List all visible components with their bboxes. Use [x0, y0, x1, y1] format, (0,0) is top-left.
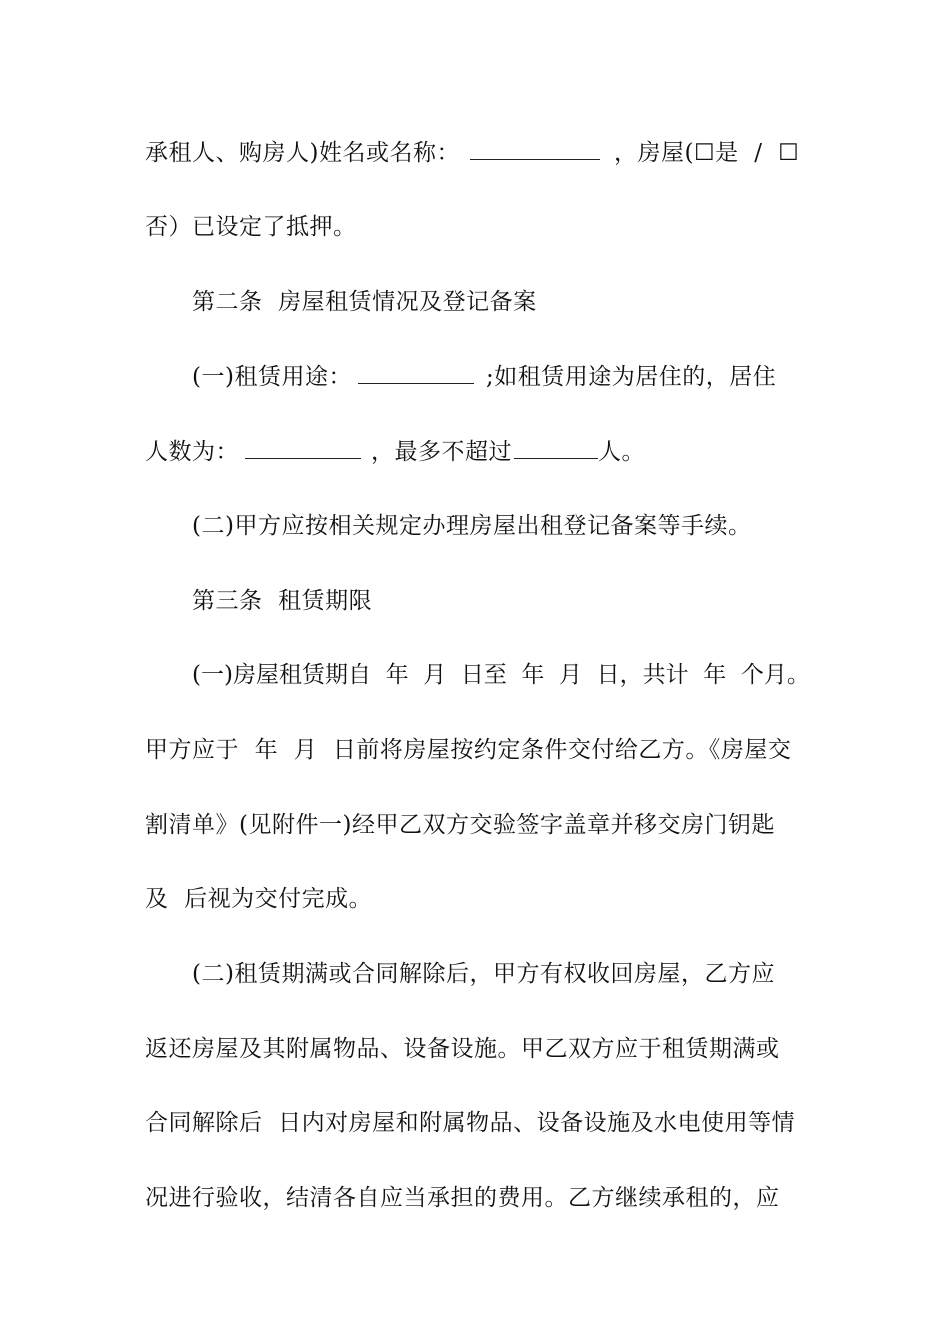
text-segment: 合同解除后 日内对房屋和附属物品、设备设施及水电使用等情: [145, 1110, 796, 1136]
text-line: [145, 735, 810, 765]
text-segment: 第三条 租赁期限: [192, 588, 373, 614]
text-segment: 甲方应于 年 月 日前将房屋按约定条件交付给乙方。《房屋交: [145, 737, 792, 763]
fill-blank: [514, 440, 598, 459]
text-line: [145, 437, 810, 467]
section-heading: [192, 287, 857, 317]
text-line: [145, 810, 810, 840]
fill-blank: [470, 141, 600, 160]
text-segment: (二)甲方应按相关规定办理房屋出租登记备案等手续。: [192, 513, 752, 539]
text-line: [192, 959, 857, 989]
text-segment: (一)租赁用途：: [192, 364, 352, 390]
text-line: [145, 212, 810, 242]
text-line: [145, 1108, 810, 1138]
text-segment: ，最多不超过: [371, 439, 512, 465]
text-segment: 返还房屋及其附属物品、设备设施。甲乙双方应于租赁期满或: [145, 1036, 780, 1062]
text-segment: ;如租赁用途为居住的，居住: [485, 364, 777, 390]
section-heading: [192, 586, 857, 616]
text-segment: 第二条 房屋租赁情况及登记备案: [192, 289, 537, 315]
text-line: [145, 1183, 810, 1213]
fill-blank: [245, 440, 361, 459]
text-line: [145, 884, 810, 914]
text-segment: ，房屋(☐是 / ☐: [613, 140, 800, 166]
text-line: [145, 1034, 810, 1064]
text-segment: 割清单》(见附件一)经甲乙双方交验签字盖章并移交房门钥匙: [145, 812, 775, 838]
text-line: [192, 660, 857, 690]
text-line: [145, 138, 810, 168]
text-segment: 况进行验收，结清各自应当承担的费用。乙方继续承租的，应: [145, 1185, 780, 1211]
text-line: [192, 362, 857, 392]
text-segment: (一)房屋租赁期自 年 月 日至 年 月 日，共计 年 个月。: [192, 662, 810, 688]
text-line: [192, 511, 857, 541]
text-segment: (二)租赁期满或合同解除后，甲方有权收回房屋，乙方应: [192, 961, 775, 987]
text-segment: 及 后视为交付完成。: [145, 886, 373, 912]
fill-blank: [358, 365, 474, 384]
text-segment: 人数为：: [145, 439, 239, 465]
text-segment: 否）已设定了抵押。: [145, 214, 357, 240]
text-segment: 承租人、购房人)姓名或名称：: [145, 140, 460, 166]
text-segment: 人。: [598, 439, 645, 465]
